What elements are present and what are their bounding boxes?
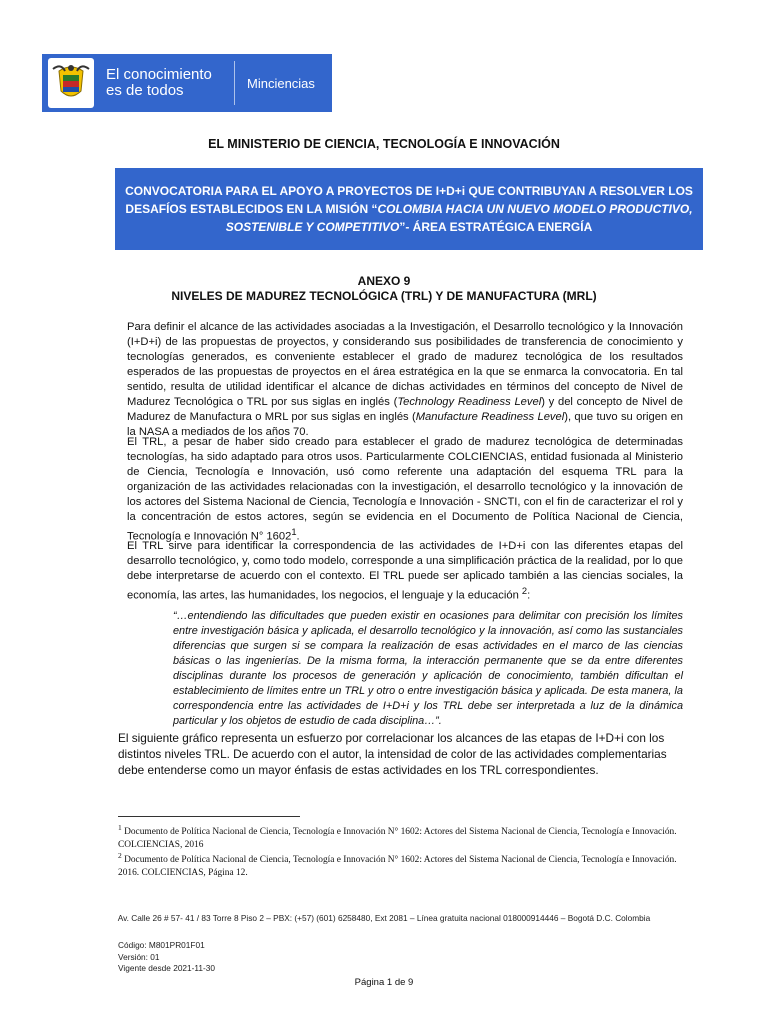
annex-number: ANEXO 9	[357, 274, 411, 288]
p1-text-e: ), que tuvo su origen en la NASA a mediados de los años 70.	[127, 411, 684, 438]
footnote-2-text: Documento de Política Nacional de Ciencia, Tecnología e Innovación N° 1602: Actores del Sistema Nacional de Ciencia, Tecnología e Innovación. 2016. COLCIENCIAS, Página 12.	[118, 855, 677, 878]
footer-address: Av. Calle 26 # 57- 41 / 83 Torre 8 Piso 2 – PBX: (+57) (601) 6258480, Ext 2081 – Línea gratuita nacional 018000914446 – Bogotá D.C. Colombia	[117, 913, 651, 923]
footnote-separator	[118, 816, 300, 817]
document-metadata	[118, 940, 215, 975]
footnote-2	[118, 850, 698, 879]
brand-name: Minciencias	[247, 75, 315, 91]
p3-end: :	[527, 589, 531, 602]
paragraph-1	[127, 320, 683, 440]
paragraph-3	[127, 539, 683, 604]
footnote-1-text: Documento de Política Nacional de Ciencia, Tecnología e Innovación N° 1602: Actores del Sistema Nacional de Ciencia, Tecnología e Innovación. COLCIENCIAS, 2016	[118, 827, 677, 850]
header-slogan	[106, 67, 226, 99]
paragraph-4: El siguiente gráfico representa un esfuerzo por correlacionar los alcances de las etapas de I+D+i con los distintos niveles TRL. De acuerdo con el autor, la intensidad de color de las actividades complementarias debe entenderse como un mayor énfasis de estas actividades en los TRL correspondientes.	[118, 731, 667, 777]
document-valid-from: Vigente desde 2021-11-30	[118, 963, 216, 973]
page-number: Página 1 de 9	[354, 977, 414, 988]
slogan-line-2: es de todos	[106, 82, 184, 99]
p1-italic-trl: Technology Readiness Level	[397, 396, 542, 408]
colombia-coat-of-arms-icon	[48, 58, 94, 108]
call-title-box	[115, 168, 703, 250]
paragraph-2	[127, 435, 683, 545]
p3-text: El TRL sirve para identificar la correspondencia de las actividades de I+D+i con las diferentes etapas del desarrollo tecnológico, y, como todo modelo, corresponde a una simplificación práctica de la realidad, por lo que debe interpretarse de acuerdo con el contexto. El TRL puede ser aplicado también a las ciencias sociales, la economía, las artes, las humanidades, los negocios, el lenguaje y la educación	[127, 540, 683, 602]
annex-title: NIVELES DE MADUREZ TECNOLÓGICA (TRL) Y DE MANUFACTURA (MRL)	[171, 289, 597, 303]
call-title-part2: ”- ÁREA ESTRATÉGICA ENERGÍA	[399, 220, 593, 234]
footnote-ref-2[interactable]: 2	[521, 586, 528, 596]
footnote-ref-1[interactable]: 1	[291, 527, 297, 537]
annex-heading	[0, 274, 768, 304]
p1-italic-mrl: Manufacture Readiness Level	[415, 411, 565, 423]
document-title: EL MINISTERIO DE CIENCIA, TECNOLOGÍA E INNOVACIÓN	[208, 137, 560, 151]
slogan-line-1: El conocimiento	[106, 66, 212, 83]
p2-text: El TRL, a pesar de haber sido creado para establecer el grado de madurez tecnológica de determinadas tecnologías, ha sido adaptado para otros usos. Particularmente COLCIENCIAS, entidad fusionada al Ministerio de Ciencia, Tecnología e Innovación, usó como referente una adaptación del esquema TRL para la organización de las actividades relacionadas con la investigación, el desarrollo tecnológico y la innovación de los actores del Sistema Nacional de Ciencia, Tecnología e Innovación - SNCTI, con el fin de caracterizar el rol y la concentración de estos actores, según se evidencia en el Documento de Política Nacional de Ciencia, Tecnología e Innovación N° 1602	[127, 436, 683, 543]
document-code: Código: M801PR01F01	[118, 940, 205, 950]
p2-end: .	[296, 530, 300, 543]
p1-text-c: ) y del concepto de Nivel de Madurez de Manufactura o MRL por sus siglas en inglés (	[127, 396, 683, 423]
block-quote: “…entendiendo las dificultades que pueden existir en ocasiones para delimitar con precisión los límites entre investigación básica y aplicada, el desarrollo tecnológico y la innovación, así como las sustanciales diferencias que surgen si se compara la realización de esas actividades en el marco de las ciencias básicas o las ingenierías. De la misma forma, la interacción permanente que se da entre diferentes disciplinas durante los procesos de generación y aplicación de conocimiento, también dificultan el establecimiento de límites entre un TRL y otro o entre investigación básica y aplicada. De esta manera, la correspondencia entre las actividades de I+D+i y los TRL debe ser interpretada a luz de la dinámica particular y los objetos de estudio de cada disciplina…”.	[173, 610, 683, 727]
call-title-italic: COLOMBIA HACIA UN NUEVO MODELO PRODUCTIVO, SOSTENIBLE Y COMPETITIVO	[225, 202, 693, 234]
p1-text-a: Para definir el alcance de las actividades asociadas a la Investigación, el Desarrollo tecnológico y la Innovación (I+D+i) de las propuestas de proyectos, y considerando sus posibilidades de transferencia de conocimiento y tecnologías generados, es conveniente establecer el grado de madurez tecnológica de los resultados esperados de las propuestas de proyectos en el área estratégica en la que se enmarca la convocatoria. En tal sentido, resulta de utilidad identificar el alcance de dichas actividades en términos del concepto de Nivel de Madurez Tecnológica o TRL por sus siglas en inglés (	[127, 321, 683, 408]
call-title-part1: CONVOCATORIA PARA EL APOYO A PROYECTOS DE I+D+i QUE CONTRIBUYAN A RESOLVER LOS DESAFÍOS ESTABLECIDOS EN LA MISIÓN “	[125, 184, 693, 216]
header-banner	[42, 54, 332, 112]
header-divider	[234, 61, 235, 105]
document-version: Versión: 01	[118, 951, 160, 962]
footnote-2-number: 2	[118, 851, 122, 860]
footnote-1	[118, 822, 698, 851]
footnote-1-number: 1	[118, 823, 122, 832]
